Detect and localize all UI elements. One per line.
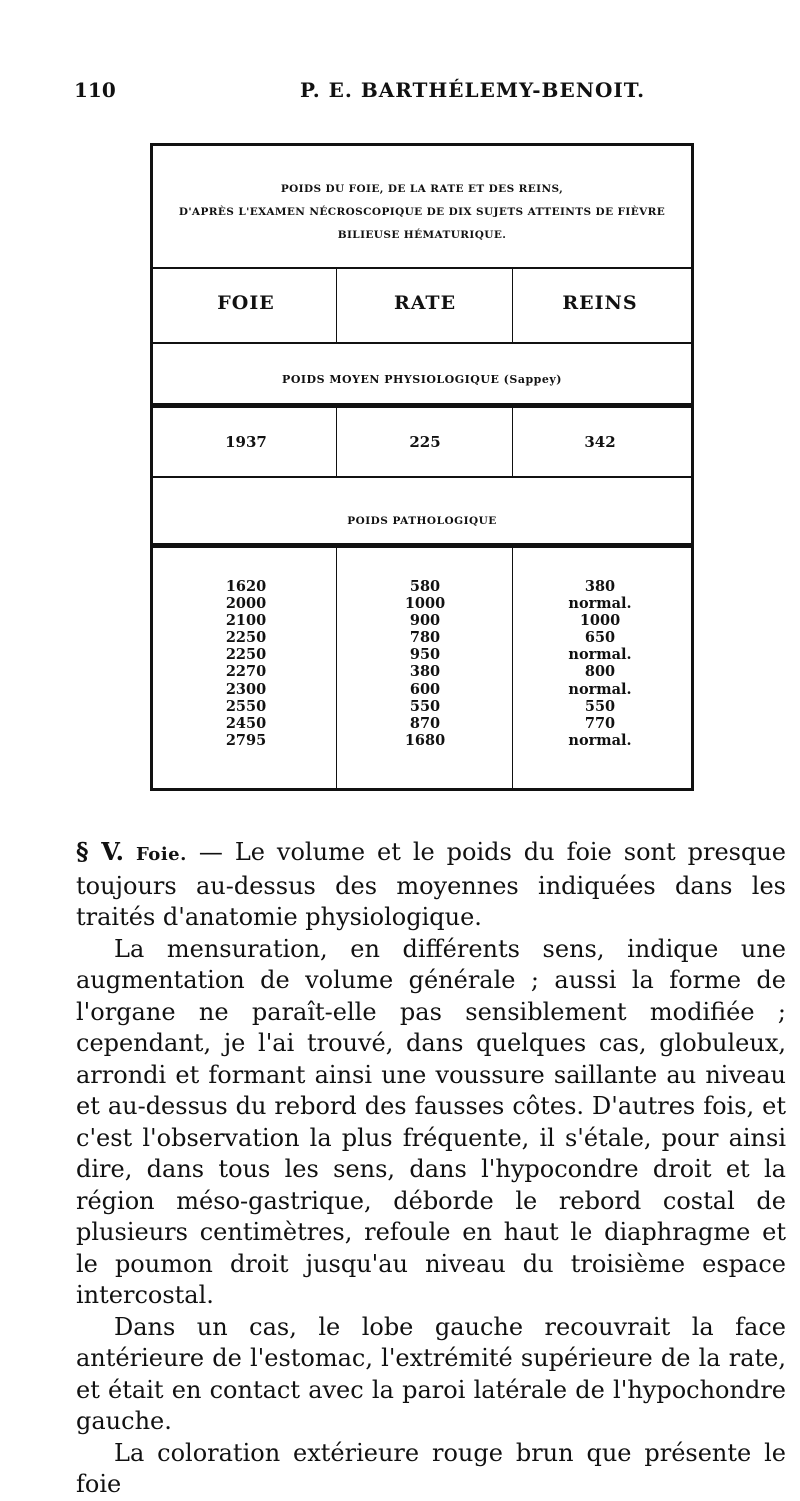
rate-value: 550 [409,697,441,715]
foie-value: 2250 [225,646,267,664]
reins-value: 800 [584,663,616,681]
page-number: 110 [74,78,116,102]
reins-value: normal. [568,646,632,664]
thick-divider [153,403,691,408]
reins-value: 550 [584,697,616,715]
foie-value: 2270 [225,663,267,681]
foie-value: 2300 [225,680,267,698]
rate-value: 580 [409,578,441,595]
paragraph: La coloration extérieure rouge brun que présente le foie [76,1438,786,1498]
mean-reins: 342 [584,433,616,451]
table-title [153,178,691,247]
rate-value: 900 [409,612,441,630]
column-divider [512,548,513,791]
divider [153,342,691,344]
paragraph-text: — Le volume et le poids du foie sont presque toujours au-dessus des moyennes indiquées dans les traités d'anatomie physiologique. [76,838,787,931]
rate-value: 1000 [404,595,446,613]
table-title-line: D'APRÈS L'EXAMEN NÉCROSCOPIQUE DE DIX SUJETS ATTEINTS DE FIÈVRE [178,206,666,218]
foie-value: 2250 [225,629,267,647]
column-divider [336,408,337,478]
column-header-reins: REINS [562,292,638,314]
foie-value: 2100 [225,612,267,630]
paragraph: La mensuration, en différents sens, indique une augmentation de volume générale ; aussi la forme de l'organe ne paraît-elle pas sensiblement modifiée ; cependant, je l'ai trouvé, dans quelques cas, globuleux, arrondi et formant ainsi une voussure saillante au niveau et au-dessus du rebord des fausses côtes. D'autres fois, et c'est l'observation la plus fréquente, il s'étale, pour ainsi dire, dans tous les sens, dans l'hypocondre droit et la région méso-gastrique, déborde le rebord costal de plusieurs centimètres, refoule en haut le diaphragme et le poumon droit jusqu'au niveau du troisième espace intercostal. [76,934,786,1309]
mean-weight-title: POIDS MOYEN PHYSIOLOGIQUE (Sappey) [282,373,562,386]
reins-value: 380 [584,578,616,595]
divider [153,476,691,478]
reins-value: normal. [568,731,632,749]
column-divider [336,548,337,791]
foie-value: 2450 [225,714,267,732]
running-title: P. E. BARTHÉLEMY-BENOIT. [300,78,646,102]
reins-value: normal. [568,595,632,613]
reins-value: normal. [568,680,632,698]
divider [153,267,691,269]
paragraph [76,836,786,934]
reins-values [515,578,685,749]
foie-value: 1620 [225,578,267,595]
rate-value: 870 [409,714,441,732]
reins-value: 770 [584,714,616,732]
section-number: § V. [76,837,125,866]
table-title-line: POIDS DU FOIE, DE LA RATE ET DES REINS, [280,183,564,195]
column-divider [336,267,337,344]
column-divider [512,408,513,478]
mean-foie: 1937 [225,433,267,451]
foie-value: 2550 [225,697,267,715]
reins-value: 1000 [579,612,621,630]
reins-value: 650 [584,629,616,647]
weights-table [150,143,694,791]
column-divider [512,267,513,344]
thick-divider [153,543,691,548]
column-header-rate: RATE [393,292,457,314]
foie-value: 2000 [225,595,267,613]
rate-value: 950 [409,646,441,664]
foie-value: 2795 [225,731,267,749]
rate-value: 1680 [404,731,446,749]
body-text [76,836,786,1501]
paragraph: Dans un cas, le lobe gauche recouvrait la face antérieure de l'estomac, l'extrémité supérieure de la rate, et était en contact avec la paroi latérale de l'hypochondre gauche. [76,1312,786,1435]
page-header [0,78,800,118]
pathological-weight-title: POIDS PATHOLOGIQUE [347,515,497,527]
table-title-line: BILIEUSE HÉMATURIQUE. [337,229,507,241]
rate-value: 600 [409,680,441,698]
rate-values [340,578,510,749]
column-header-foie: FOIE [217,292,275,314]
mean-rate: 225 [409,433,441,451]
section-title: Foie. [136,844,187,865]
rate-value: 780 [409,629,441,647]
foie-values [161,578,331,749]
rate-value: 380 [409,663,441,681]
